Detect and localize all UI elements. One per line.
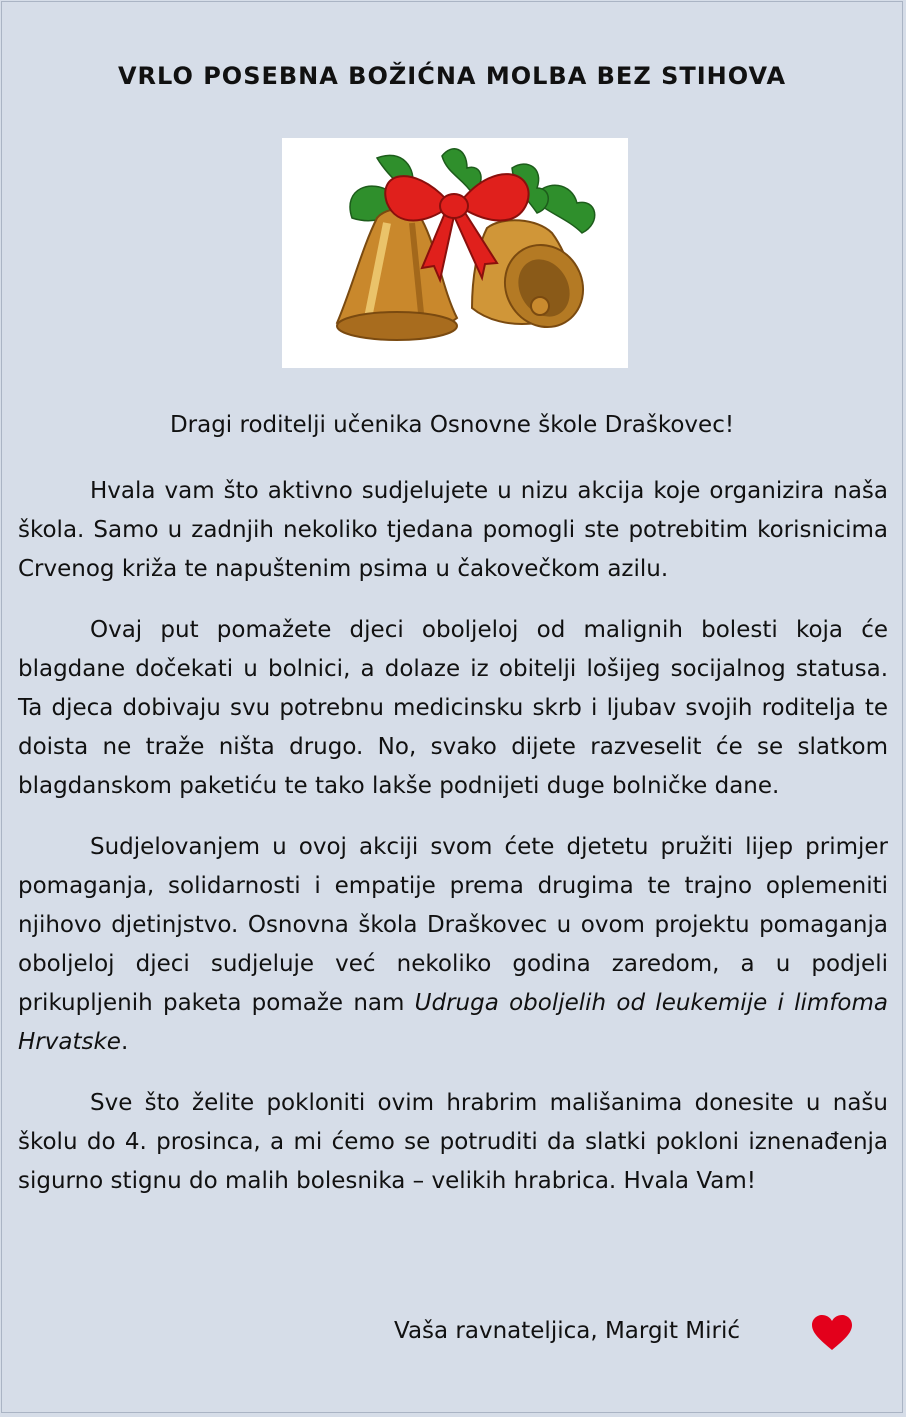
paragraph-3 (18, 828, 888, 1062)
letter-body (18, 472, 888, 1223)
paragraph-1: Hvala vam što aktivno sudjelujete u nizu akcija koje organizira naša škola. Samo u zadnjih nekoliko tjedana pomogli ste potrebitim korisnicima Crvenog križa te napuštenim psima u čakovečkom azilu. (18, 478, 888, 582)
paragraph-2: Ovaj put pomažete djeci oboljeloj od malignih bolesti koja će blagdane dočekati u bolnici, a dolaze iz obitelji lošijeg socijalnog statusa. Ta djeca dobivaju svu potrebnu medicinsku skrb i ljubav svojih roditelja te doista ne traže ništa drugo. No, svako dijete razveselit će se slatkom blagdanskom paketiću te tako lakše podnijeti duge bolničke dane. (18, 617, 888, 799)
letter-greeting: Dragi roditelji učenika Osnovne škole Draškovec! (169, 412, 735, 438)
paragraph-4: Sve što želite pokloniti ovim hrabrim mališanima donesite u našu školu do 4. prosinca, a mi ćemo se potruditi da slatki pokloni iznenađenja sigurno stignu do malih bolesnika – velikih hrabrica. Hvala Vam! (18, 1090, 888, 1194)
paragraph-3-text: Sudjelovanjem u ovoj akciji svom ćete djetetu pružiti lijep primjer pomaganja, solidarnosti i empatije prema drugima te trajno oplemeniti njihovo djetinjstvo. Osnovna škola Draškovec u ovom projektu pomaganja oboljeloj djeci sudjeluje već nekoliko godina zaredom, a u podjeli prikupljenih paketa pomaže nam (18, 834, 888, 1016)
letter-page (1, 1, 903, 1413)
heart-icon (810, 1314, 854, 1352)
letter-signature: Vaša ravnateljica, Margit Mirić (394, 1318, 740, 1344)
christmas-bells-image (282, 138, 628, 368)
paragraph-3-tail: . (120, 1029, 129, 1055)
christmas-bells-icon (282, 138, 628, 368)
letter-title: VRLO POSEBNA BOŽIĆNA MOLBA BEZ STIHOVA (117, 62, 787, 90)
paragraph-3-emphasis: Udruga oboljelih od leukemije i limfoma Hrvatske (18, 990, 888, 1055)
